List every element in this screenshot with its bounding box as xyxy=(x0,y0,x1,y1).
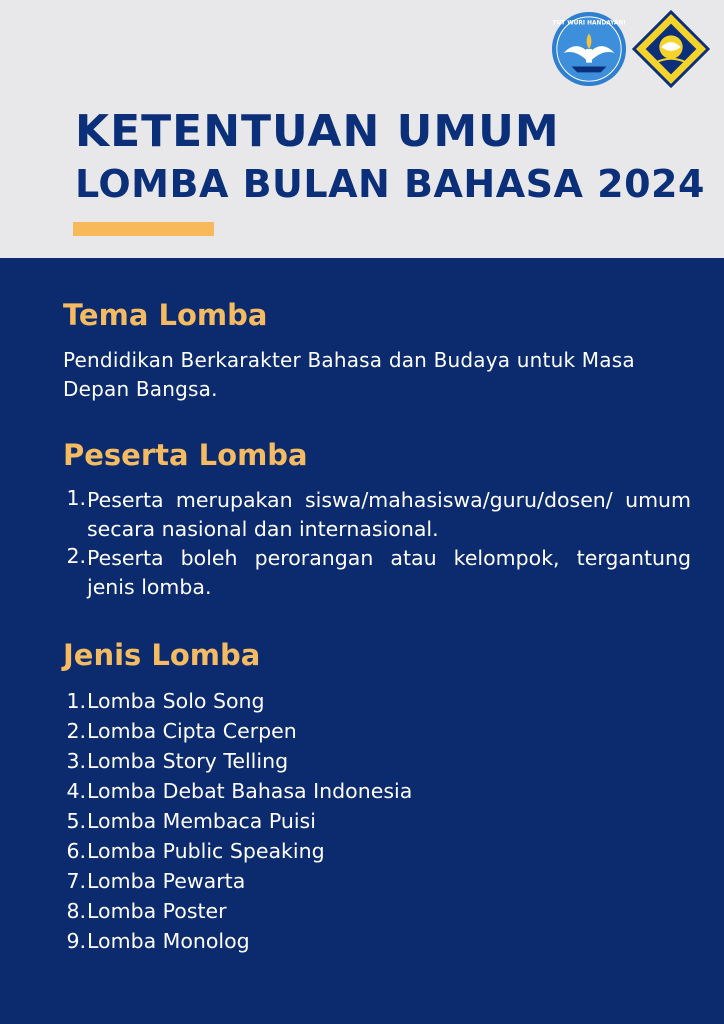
list-item-number: 3. xyxy=(66,749,86,773)
list-item xyxy=(63,746,691,776)
title-accent-bar xyxy=(73,222,214,236)
peserta-heading: Peserta Lomba xyxy=(63,438,308,472)
list-item-number: 1. xyxy=(66,689,86,713)
list-item-text: Peserta merupakan siswa/mahasiswa/guru/dosen/ umum secara nasional dan internasional. xyxy=(87,488,691,541)
list-item-text: Lomba Membaca Puisi xyxy=(87,809,316,833)
list-item-text: Peserta boleh perorangan atau kelompok, tergantung jenis lomba. xyxy=(87,546,691,599)
page-title-line1: KETENTUAN UMUM xyxy=(75,106,560,157)
list-item-text: Lomba Monolog xyxy=(87,929,250,953)
page-title-line2: LOMBA BULAN BAHASA 2024 xyxy=(75,162,705,206)
list-item xyxy=(63,544,691,602)
jenis-heading: Jenis Lomba xyxy=(63,638,261,672)
list-item xyxy=(63,776,691,806)
jenis-list xyxy=(63,686,691,956)
list-item xyxy=(63,716,691,746)
list-item-number: 4. xyxy=(66,779,86,803)
header-section xyxy=(0,0,724,258)
list-item-number: 5. xyxy=(66,809,86,833)
list-item xyxy=(63,896,691,926)
list-item-number: 2. xyxy=(66,719,86,743)
institution-crest-logo xyxy=(632,10,710,88)
list-item-number: 7. xyxy=(66,869,86,893)
logo-group xyxy=(550,10,710,88)
list-item xyxy=(63,866,691,896)
list-item xyxy=(63,806,691,836)
list-item-number: 6. xyxy=(66,839,86,863)
list-item xyxy=(63,836,691,866)
list-item-number: 8. xyxy=(66,899,86,923)
list-item xyxy=(63,926,691,956)
list-item xyxy=(63,686,691,716)
list-item xyxy=(63,486,691,544)
list-item-number: 9. xyxy=(66,929,86,953)
list-item-text: Lomba Poster xyxy=(87,899,227,923)
list-item-number: 2. xyxy=(66,544,86,568)
list-item-text: Lomba Solo Song xyxy=(87,689,265,713)
logo-motto-text: TUT WURI HANDAYANI xyxy=(552,20,626,27)
tema-heading: Tema Lomba xyxy=(63,298,268,332)
list-item-text: Lomba Public Speaking xyxy=(87,839,325,863)
tema-text: Pendidikan Berkarakter Bahasa dan Budaya untuk Masa Depan Bangsa. xyxy=(63,348,635,401)
list-item-text: Lomba Cipta Cerpen xyxy=(87,719,297,743)
list-item-text: Lomba Pewarta xyxy=(87,869,246,893)
list-item-number: 1. xyxy=(66,486,86,510)
tut-wuri-handayani-logo xyxy=(550,10,628,88)
list-item-text: Lomba Story Telling xyxy=(87,749,289,773)
list-item-text: Lomba Debat Bahasa Indonesia xyxy=(87,779,413,803)
peserta-list xyxy=(63,486,691,602)
